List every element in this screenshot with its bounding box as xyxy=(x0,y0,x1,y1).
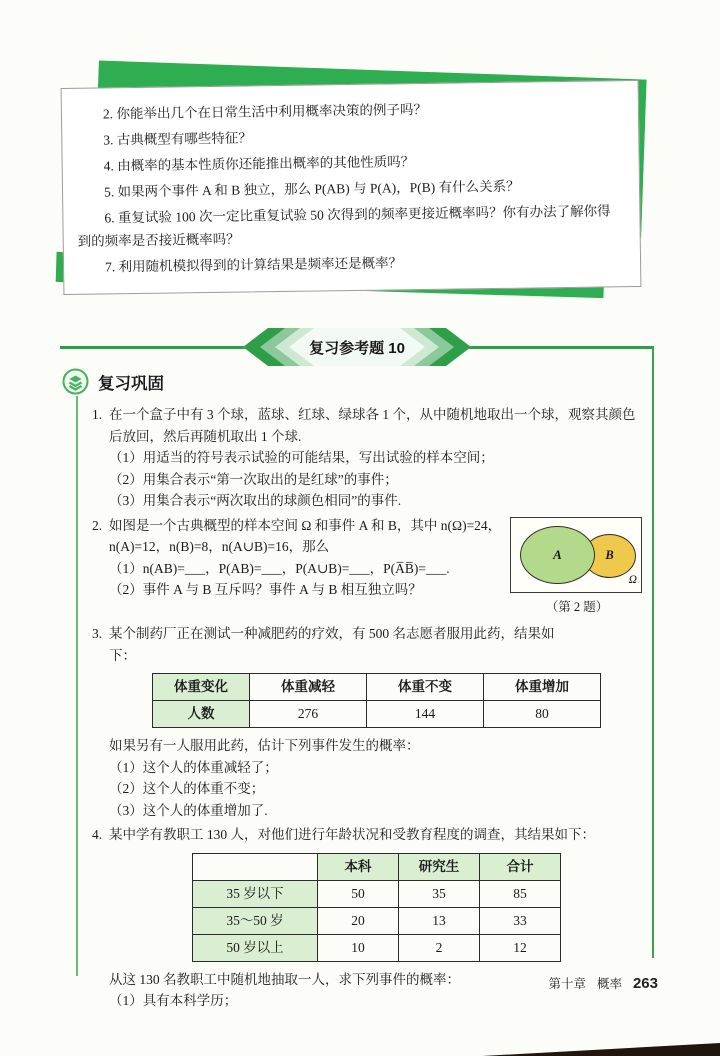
problem-text: 如果另有一人服用此药，估计下列事件发生的概率： xyxy=(109,738,420,753)
question-item: 6. 重复试验 100 次一定比重复试验 50 次得到的频率更接近概率吗？你有办法了解你得到的频率是否接近概率吗？ xyxy=(77,203,611,249)
weight-change-table xyxy=(152,673,601,728)
banner-title: 复习参考题 10 xyxy=(309,340,405,357)
table-row xyxy=(153,674,601,701)
table-row xyxy=(193,907,561,934)
table-cell: 35 xyxy=(399,880,480,907)
page-footer xyxy=(548,974,658,992)
table-cell: 276 xyxy=(250,701,367,728)
footer-chapter: 第十章 xyxy=(548,977,586,991)
banner-badge xyxy=(242,327,472,367)
problem-subitem: （2）事件 A 与 B 互斥吗？事件 A 与 B 相互独立吗？ xyxy=(109,582,422,597)
question-item: 4. 由概率的基本性质你还能推出概率的其他性质吗？ xyxy=(103,154,415,174)
right-border-line xyxy=(652,346,654,958)
problem-number: 4. xyxy=(92,827,103,842)
table-cell: 体重不变 xyxy=(367,674,484,701)
problem-subitem: （1）用适当的符号表示试验的可能结果，写出试验的样本空间； xyxy=(109,450,494,465)
section-title: 复习巩固 xyxy=(98,374,164,393)
table-cell: 10 xyxy=(318,934,399,961)
table-cell: 人数 xyxy=(153,701,250,728)
question-item: 7. 利用随机模拟得到的计算结果是频率还是概率？ xyxy=(104,255,403,275)
problem-subitem: （1）n(AB)=___，P(AB)=___，P(A∪B)=___，P(A̅B̅)=___. xyxy=(109,560,450,576)
staff-education-table xyxy=(192,853,561,962)
table-cell: 合计 xyxy=(480,853,561,880)
table-cell: 50 岁以上 xyxy=(193,934,318,961)
venn-diagram xyxy=(510,517,642,593)
table-cell xyxy=(193,853,318,880)
table-cell: 50 xyxy=(318,880,399,907)
table-cell: 体重增加 xyxy=(484,674,601,701)
problem-2 xyxy=(92,515,644,621)
table-cell: 144 xyxy=(367,701,484,728)
table-row xyxy=(153,701,601,728)
table-cell: 体重减轻 xyxy=(250,674,367,701)
problem-text: 某中学有教职工 130 人，对他们进行年龄状况和受教育程度的调查，其结果如下： xyxy=(109,827,595,842)
table-row xyxy=(193,934,561,961)
problem-1 xyxy=(92,404,644,512)
table-cell: 12 xyxy=(480,934,561,961)
problem-number: 3. xyxy=(92,626,103,641)
venn-figure xyxy=(510,517,644,619)
question-item: 5. 如果两个事件 A 和 B 独立，那么 P(AB) 与 P(A)，P(B) 有什么关系？ xyxy=(103,178,520,200)
table-row xyxy=(193,880,561,907)
omega-label: Ω xyxy=(628,574,637,586)
problem-text: 如图是一个古典概型的样本空间 Ω 和事件 A 和 B，其中 n(Ω)=24，n(A)=12，n(B)=8，n(A∪B)=16，那么 xyxy=(109,517,502,554)
problem-subitem: （1）具有本科学历； xyxy=(109,993,238,1008)
table-cell: 13 xyxy=(399,907,480,934)
problem-subitem: （1）这个人的体重减轻了； xyxy=(109,759,278,775)
figure-caption: （第 2 题） xyxy=(545,599,609,614)
page-corner-shadow xyxy=(482,1043,720,1056)
problems-list xyxy=(92,404,644,1015)
problem-subitem: （3）用集合表示“两次取出的球颜色相同”的事件. xyxy=(109,493,402,508)
problem-text: 从这 130 名教职工中随机地抽取一人，求下列事件的概率： xyxy=(109,971,460,987)
set-b-ellipse: B xyxy=(583,534,636,578)
footer-subject: 概率 xyxy=(596,977,622,991)
table-cell: 2 xyxy=(399,934,480,961)
section-banner xyxy=(60,326,654,370)
table-cell: 20 xyxy=(318,907,399,934)
table-cell: 本科 xyxy=(318,853,399,880)
section-header xyxy=(62,368,164,395)
table-cell: 研究生 xyxy=(399,853,480,880)
layers-icon xyxy=(62,368,89,395)
table-cell: 80 xyxy=(484,701,601,728)
footer-page-number: 263 xyxy=(632,975,658,992)
question-item: 3. 古典概型有哪些特征？ xyxy=(103,130,252,148)
problem-subitem: （2）用集合表示“第一次取出的是红球”的事件； xyxy=(109,471,398,487)
problem-text: 在一个盒子中有 3 个球，蓝球、红球、绿球各 1 个，从中随机地取出一个球，观察其颜色后放回，然后再随机取出 1 个球. xyxy=(109,407,636,444)
problem-3 xyxy=(92,623,644,821)
problem-number: 2. xyxy=(92,517,103,533)
set-a-ellipse: A xyxy=(520,526,595,584)
table-cell: 33 xyxy=(480,907,561,934)
questions-panel xyxy=(61,80,642,295)
question-item: 2. 你能举出几个在日常生活中利用概率决策的例子吗？ xyxy=(102,101,428,122)
table-cell: 35 岁以下 xyxy=(193,880,318,907)
table-row xyxy=(193,853,561,880)
table-cell: 体重变化 xyxy=(153,674,250,701)
table-cell: 85 xyxy=(480,880,561,907)
table-cell: 35～50 岁 xyxy=(193,907,318,934)
problem-subitem: （2）这个人的体重不变； xyxy=(109,781,265,796)
problem-number: 1. xyxy=(92,407,103,422)
left-border-line xyxy=(76,396,78,976)
problem-subitem: （3）这个人的体重增加了. xyxy=(109,802,268,818)
problem-text: 某个制药厂正在测试一种减肥药的疗效，有 500 名志愿者服用此药，结果如下： xyxy=(109,626,555,663)
